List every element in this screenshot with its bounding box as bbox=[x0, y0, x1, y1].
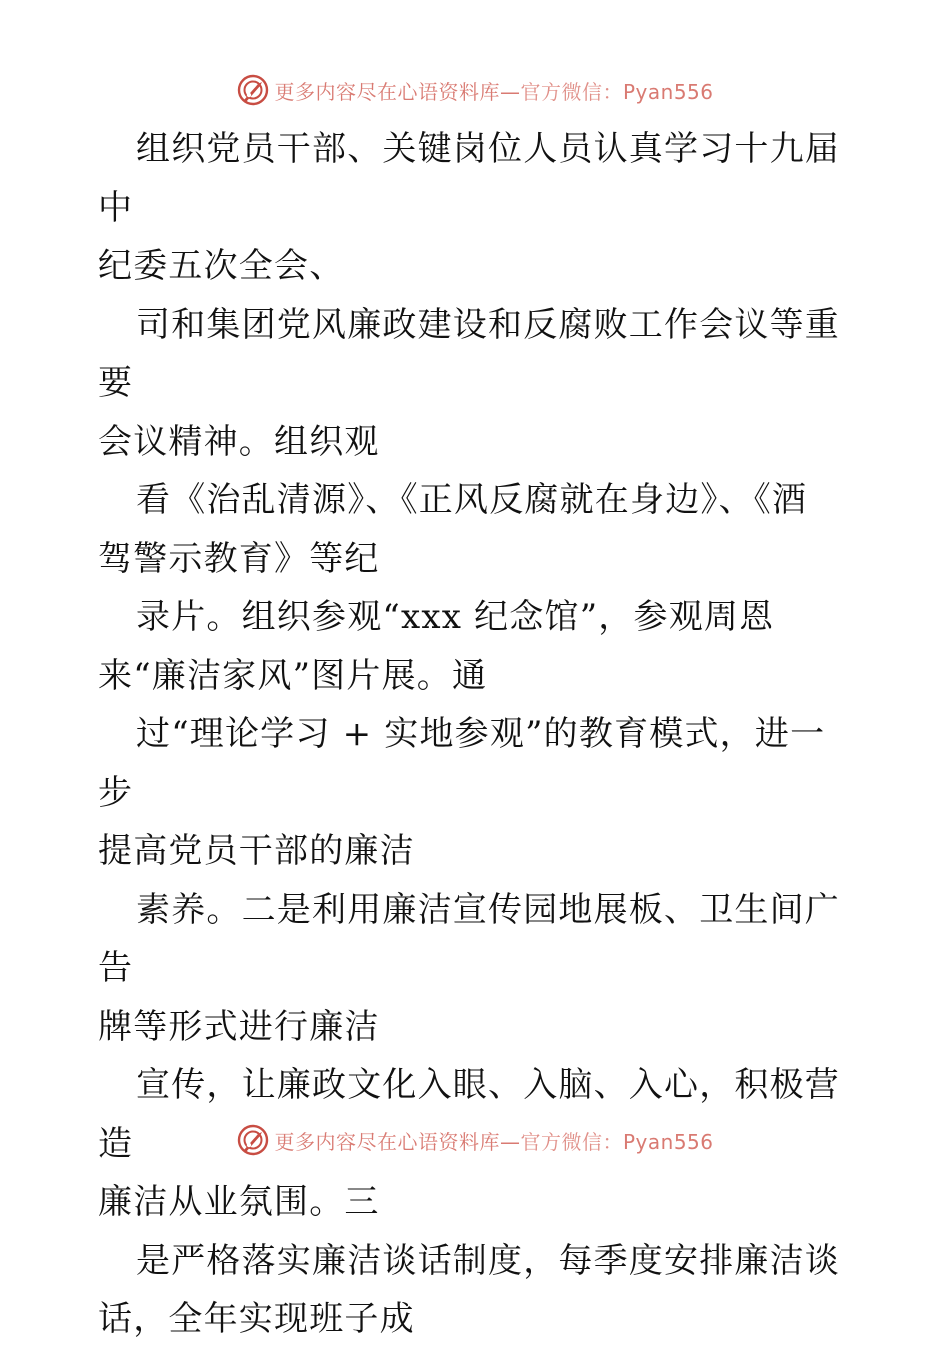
paragraph bbox=[98, 120, 858, 296]
logo-icon bbox=[236, 1123, 270, 1157]
header-text bbox=[274, 76, 713, 105]
paragraph-continuation: 来“廉洁家风”图片展。通 bbox=[98, 655, 488, 696]
header-dash: — bbox=[499, 79, 521, 104]
header-banner bbox=[0, 70, 950, 110]
paragraph-continuation: 话，全年实现班子成 bbox=[98, 1299, 415, 1339]
document-body bbox=[98, 120, 858, 1349]
paragraph-continuation: 提高党员干部的廉洁 bbox=[98, 831, 415, 871]
paragraph-continuation: 廉洁从业氛围。三 bbox=[98, 1182, 380, 1222]
paragraph bbox=[98, 296, 858, 472]
paragraph-line: 司和集团党风廉政建设和反腐败工作会议等重要 bbox=[98, 304, 840, 403]
paragraph-line: 是严格落实廉洁谈话制度，每季度安排廉洁谈 bbox=[136, 1240, 840, 1281]
paragraph-line: 组织党员干部、关键岗位人员认真学习十九届中 bbox=[98, 129, 840, 228]
paragraph-line: 录片。组织参观“xxx 纪念馆”，参观周恩 bbox=[136, 597, 775, 637]
footer-banner bbox=[0, 1120, 950, 1160]
paragraph-continuation: 驾警示教育》等纪 bbox=[98, 538, 380, 579]
logo-icon bbox=[236, 73, 270, 107]
footer-dash: — bbox=[499, 1129, 521, 1154]
paragraph bbox=[98, 705, 858, 881]
footer-wechat-id: Pyan556 bbox=[622, 1129, 714, 1154]
paragraph-continuation: 纪委五次全会、 bbox=[98, 246, 345, 286]
paragraph bbox=[98, 471, 858, 588]
paragraph-line: 过“理论学习 + 实地参观”的教育模式，进一步 bbox=[98, 714, 826, 813]
header-site-text: 更多内容尽在心语资料库 bbox=[274, 79, 500, 104]
footer-text bbox=[274, 1126, 713, 1155]
header-wechat-id: Pyan556 bbox=[622, 79, 714, 104]
paragraph bbox=[98, 881, 858, 1057]
paragraph-line: 宣传，让廉政文化入眼、入脑、入心，积极营造 bbox=[98, 1065, 840, 1164]
paragraph-line: 素养。二是利用廉洁宣传园地展板、卫生间广告 bbox=[98, 889, 840, 988]
paragraph bbox=[98, 588, 858, 705]
header-wechat-label: 官方微信： bbox=[520, 79, 623, 104]
paragraph-line: 看《治乱清源》、《正风反腐就在身边》、《酒 bbox=[136, 480, 808, 520]
paragraph-continuation: 会议精神。组织观 bbox=[98, 421, 380, 462]
footer-wechat-label: 官方微信： bbox=[520, 1129, 623, 1154]
footer-site-text: 更多内容尽在心语资料库 bbox=[274, 1129, 500, 1154]
paragraph bbox=[98, 1232, 858, 1349]
paragraph-continuation: 牌等形式进行廉洁 bbox=[98, 1006, 380, 1047]
